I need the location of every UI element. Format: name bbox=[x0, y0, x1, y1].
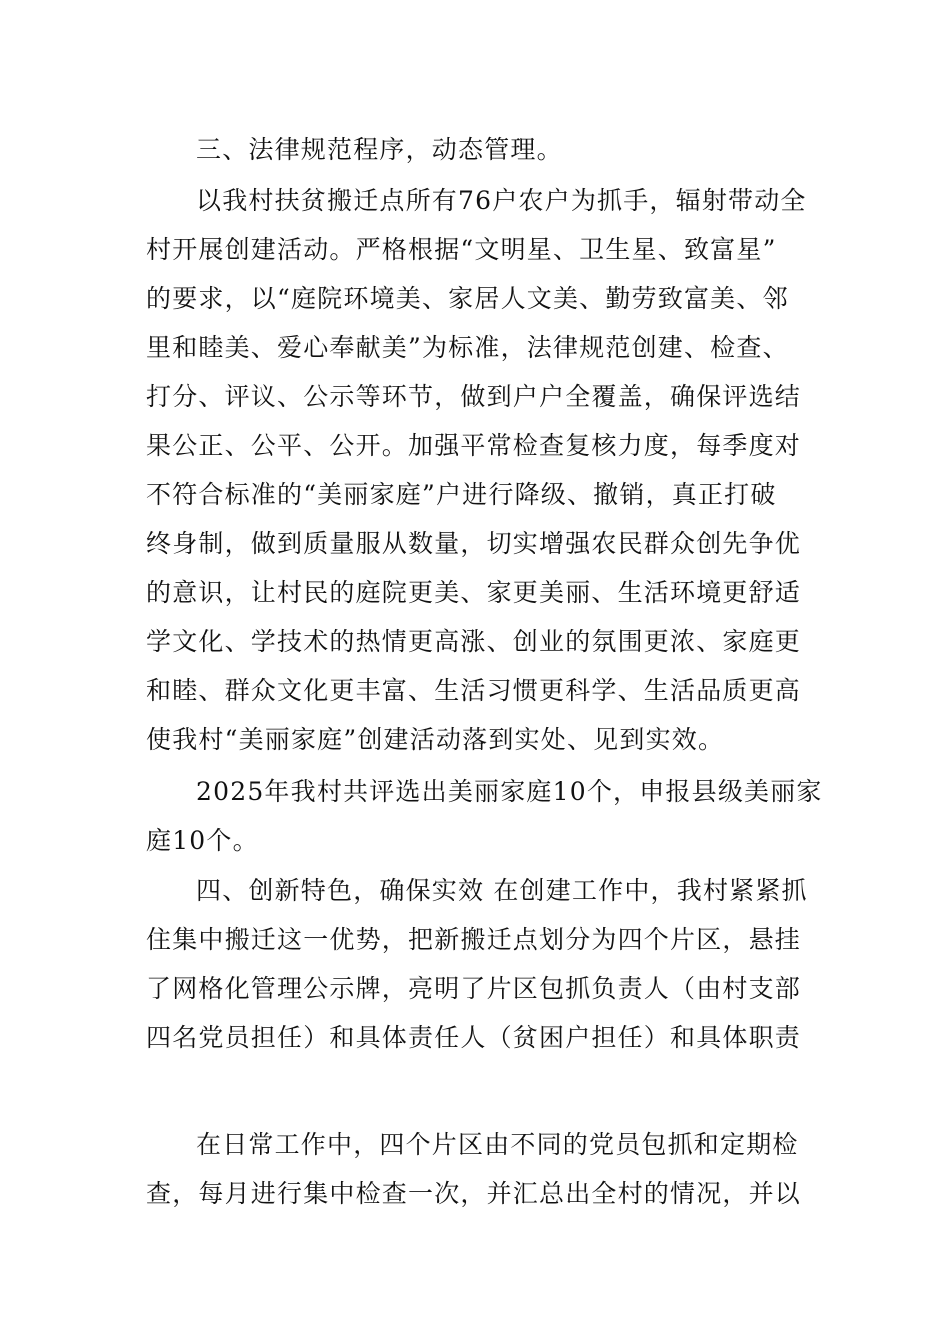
paragraph-line: 的要求，以“庭院环境美、家居人文美、勤劳致富美、邻 bbox=[146, 284, 789, 313]
section-heading-4: 四、创新特色，确保实效 在创建工作中，我村紧紧抓 bbox=[196, 876, 808, 905]
paragraph-line: 在日常工作中，四个片区由不同的党员包抓和定期检 bbox=[196, 1130, 799, 1159]
paragraph-line: 查，每月进行集中检查一次，并汇总出全村的情况，并以 bbox=[146, 1179, 802, 1208]
paragraph-line: 住集中搬迁这一优势，把新搬迁点划分为四个片区，悬挂 bbox=[146, 925, 802, 954]
paragraph-line: 打分、评议、公示等环节，做到户户全覆盖，确保评选结 bbox=[146, 382, 802, 411]
paragraph-line: 学文化、学技术的热情更高涨、创业的氛围更浓、家庭更 bbox=[146, 627, 802, 656]
paragraph-line: 的意识，让村民的庭院更美、家更美丽、生活环境更舒适 bbox=[146, 578, 802, 607]
paragraph-line: 使我村“美丽家庭”创建活动落到实处、见到实效。 bbox=[146, 725, 725, 754]
paragraph-line: 村开展创建活动。严格根据“文明星、卫生星、致富星” bbox=[146, 235, 777, 264]
paragraph-line: 不符合标准的“美丽家庭”户进行降级、撤销，真正打破 bbox=[146, 480, 777, 509]
paragraph-line: 果公正、公平、公开。加强平常检查复核力度，每季度对 bbox=[146, 431, 802, 460]
paragraph-line: 了网格化管理公示牌，亮明了片区包抓负责人（由村支部 bbox=[146, 974, 802, 1003]
paragraph-line: 2025年我村共评选出美丽家庭10个，申报县级美丽家 bbox=[196, 777, 823, 806]
paragraph-line: 庭10个。 bbox=[146, 826, 259, 855]
paragraph-line: 和睦、群众文化更丰富、生活习惯更科学、生活品质更高 bbox=[146, 676, 802, 705]
paragraph-line: 里和睦美、爱心奉献美”为标准，法律规范创建、检查、 bbox=[146, 333, 789, 362]
section-heading-3: 三、法律规范程序，动态管理。 bbox=[196, 135, 563, 164]
paragraph-line: 四名党员担任）和具体责任人（贫困户担任）和具体职责 bbox=[146, 1023, 802, 1052]
paragraph-line: 以我村扶贫搬迁点所有76户农户为抓手，辐射带动全 bbox=[196, 186, 807, 215]
paragraph-line: 终身制，做到质量服从数量，切实增强农民群众创先争优 bbox=[146, 529, 802, 558]
